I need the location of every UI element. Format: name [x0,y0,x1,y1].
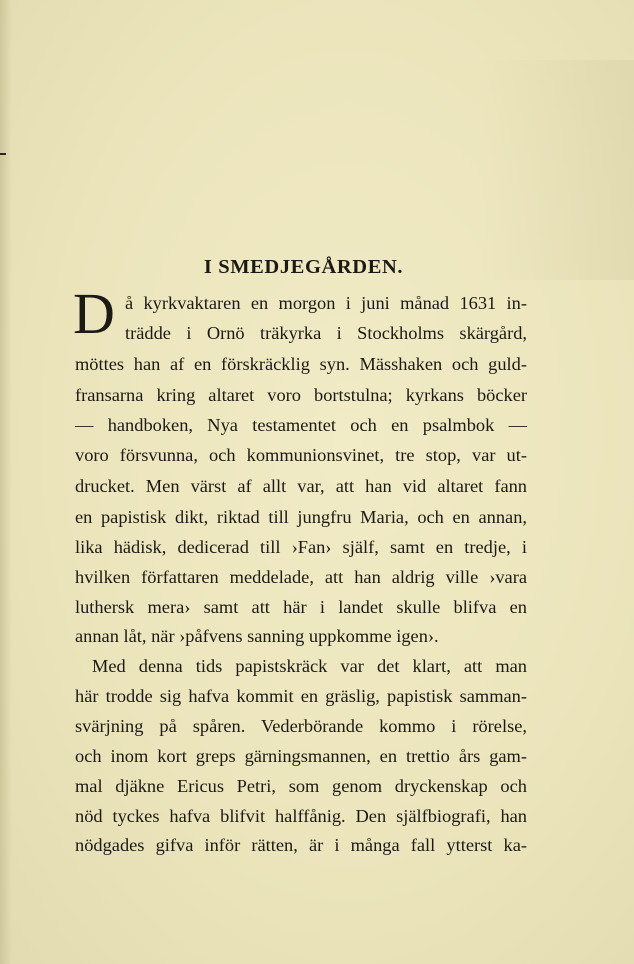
text-line: en papistisk dikt, riktad till jungfru Maria, och en annan, [75,507,527,527]
text-line: och inom kort greps gärningsmannen, en trettio års gam- [75,746,527,766]
text-line: å kyrkvaktaren en morgon i juni månad 1631 in- [125,293,527,313]
text-line: voro försvunna, och kommunionsvinet, tre stop, var ut- [75,445,527,465]
edge-mark [0,153,6,155]
drop-cap: D [73,281,115,346]
text-line: Med denna tids papistskräck var det klart, att man [92,656,527,676]
page-gutter-shadow [0,0,12,964]
text-line: nödgades gifva inför rätten, är i många fall ytterst ka- [75,835,527,855]
text-line: svärjning på spåren. Vederbörande kommo i rörelse, [75,716,527,736]
text-line: annan låt, när ›påfvens sanning uppkomme igen›. [75,626,439,646]
text-line: trädde i Ornö träkyrka i Stockholms skärgård, [125,323,527,343]
text-line: fransarna kring altaret voro bortstulna; kyrkans böcker [75,385,527,405]
text-line: mal djäkne Ericus Petri, som genom dryckenskap och [75,776,527,796]
text-line: lika hädisk, dedicerad till ›Fan› själf, samt en tredje, i [75,537,527,557]
text-line: luthersk mera› samt att här i landet skulle blifva en [75,597,527,617]
text-line: nöd tyckes hafva blifvit halffånig. Den själfbiografi, han [75,806,527,826]
text-line: hvilken författaren meddelade, att han aldrig ville ›vara [75,567,527,587]
text-line: drucket. Men värst af allt var, att han vid altaret fann [75,476,527,496]
show-through-shade [480,60,634,280]
text-line: — handboken, Nya testamentet och en psalmbok — [75,415,527,435]
text-line: här trodde sig hafva kommit en gräslig, papistisk samman- [75,686,527,706]
text-line: möttes han af en förskräcklig syn. Mässhaken och guld- [75,354,527,374]
chapter-title: I SMEDJEGÅRDEN. [203,256,404,278]
